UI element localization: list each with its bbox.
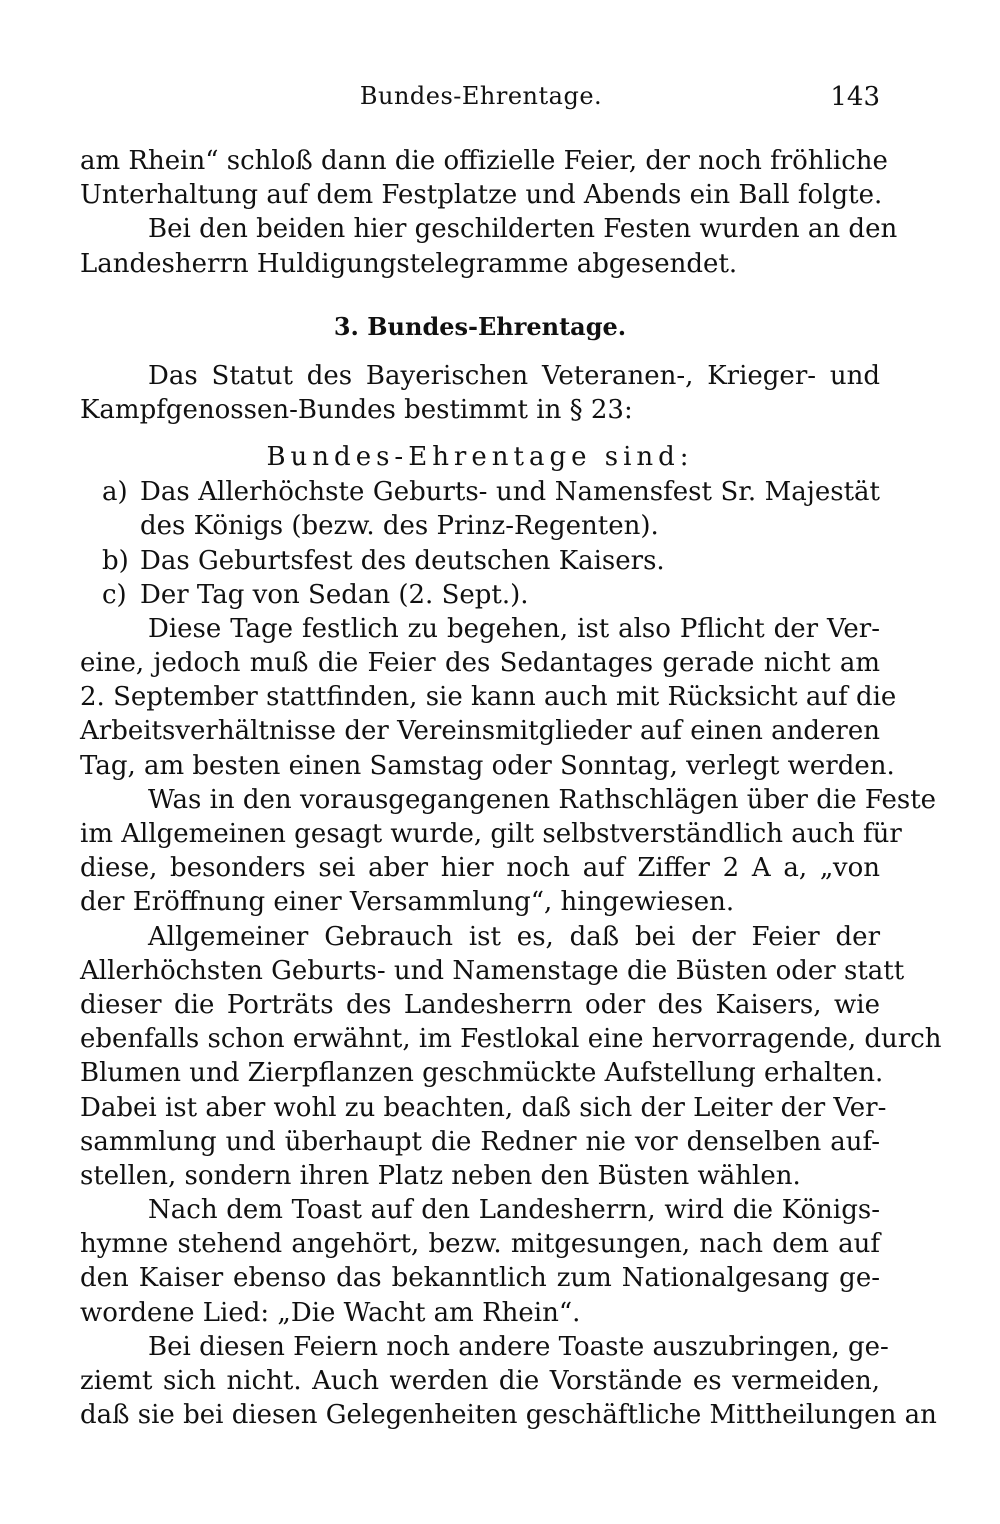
list-marker: c)	[102, 579, 127, 610]
list-marker: b)	[102, 545, 129, 576]
paragraph	[80, 144, 888, 212]
spacer	[80, 427, 880, 439]
text-line: Allgemeiner Gebrauch ist es, daß bei der Feier der	[148, 921, 880, 952]
list-item	[80, 475, 880, 509]
paragraph	[80, 212, 898, 280]
running-header	[82, 82, 880, 116]
text-line: am Rhein“ schloß dann die offizielle Feier, der noch fröhliche	[80, 146, 888, 176]
section-heading: 3. Bundes-Ehrentage.	[333, 311, 627, 341]
list-item-text: Das Allerhöchste Geburts- und Namensfest Sr. Majestät	[140, 477, 880, 508]
text-line: der Eröffnung einer Versammlung“, hingewiesen.	[80, 887, 735, 918]
text-line: Das Statut des Bayerischen Veteranen-, Krieger- und	[148, 360, 880, 391]
text-line: Bei den beiden hier geschilderten Festen wurden an den	[148, 214, 898, 245]
text-line: Dabei ist aber wohl zu beachten, daß sich der Leiter der Ver-	[80, 1092, 887, 1123]
text-line: hymne stehend angehört, bezw. mitgesungen, nach dem auf	[80, 1229, 880, 1260]
list-item-continuation: des Königs (bezw. des Prinz-Regenten).	[140, 511, 659, 542]
paragraph	[80, 1330, 937, 1433]
text-line: sammlung und überhaupt die Redner nie vor denselben auf-	[80, 1126, 880, 1157]
text-line: stellen, sondern ihren Platz neben den Büsten wählen.	[80, 1160, 801, 1191]
text-line: dieser die Porträts des Landesherrn oder des Kaisers, wie	[80, 989, 880, 1020]
text-line: Arbeitsverhältnisse der Vereinsmitglieder auf einen anderen	[80, 716, 880, 747]
text-line: eine, jedoch muß die Feier des Sedantages gerade nicht am	[80, 648, 880, 679]
list-item-text: Der Tag von Sedan (2. Sept.).	[140, 579, 529, 610]
text-line: diese, besonders sei aber hier noch auf Ziffer 2 A a, „von	[80, 853, 880, 884]
list-item	[80, 578, 880, 612]
paragraph	[80, 1193, 880, 1330]
page-number: 143	[830, 82, 880, 112]
text-line: Diese Tage festlich zu begehen, ist also Pflicht der Ver-	[148, 613, 880, 644]
list-marker: a)	[102, 477, 128, 508]
text-line: Unterhaltung auf dem Festplatze und Abends ein Ball folgte.	[80, 180, 883, 211]
paragraph	[80, 783, 937, 920]
body-text	[80, 144, 942, 1432]
text-line: wordene Lied: „Die Wacht am Rhein“.	[80, 1297, 581, 1328]
text-line: Nach dem Toast auf den Landesherrn, wird die Königs-	[148, 1195, 880, 1226]
spacer	[80, 281, 880, 307]
text-line: Landesherrn Huldigungstelegramme abgesendet.	[80, 248, 738, 279]
text-line: den Kaiser ebenso das bekanntlich zum Nationalgesang ge-	[80, 1263, 880, 1294]
paragraph	[80, 359, 880, 427]
spacer	[80, 347, 880, 359]
running-title: Bundes-Ehrentage.	[359, 82, 603, 110]
text-line: Was in den vorausgegangenen Rathschlägen über die Feste	[148, 784, 937, 815]
text-line: ebenfalls schon erwähnt, im Festlokal eine hervorragende, durch	[80, 1024, 942, 1055]
paragraph	[80, 612, 897, 783]
text-line: ziemt sich nicht. Auch werden die Vorstände es vermeiden,	[80, 1366, 880, 1396]
list	[80, 475, 880, 612]
list-heading: Bundes-Ehrentage sind:	[266, 442, 694, 473]
text-line: Allerhöchsten Geburts- und Namenstage die Büsten oder statt	[80, 955, 905, 986]
text-line: Tag, am besten einen Samstag oder Sonntag, verlegt werden.	[80, 750, 895, 781]
text-line: im Allgemeinen gesagt wurde, gilt selbstverständlich auch für	[80, 819, 902, 849]
text-line: 2. September stattfinden, sie kann auch mit Rücksicht auf die	[80, 682, 897, 713]
text-line: daß sie bei diesen Gelegenheiten geschäftliche Mittheilungen an	[80, 1400, 937, 1431]
text-line: Kampfgenossen-Bundes bestimmt in § 23:	[80, 394, 633, 425]
list-item	[80, 544, 880, 578]
list-item-text: Das Geburtsfest des deutschen Kaisers.	[140, 545, 665, 576]
text-line: Bei diesen Feiern noch andere Toaste auszubringen, ge-	[148, 1331, 889, 1362]
text-line: Blumen und Zierpflanzen geschmückte Aufstellung erhalten.	[80, 1058, 884, 1089]
paragraph	[80, 920, 942, 1194]
